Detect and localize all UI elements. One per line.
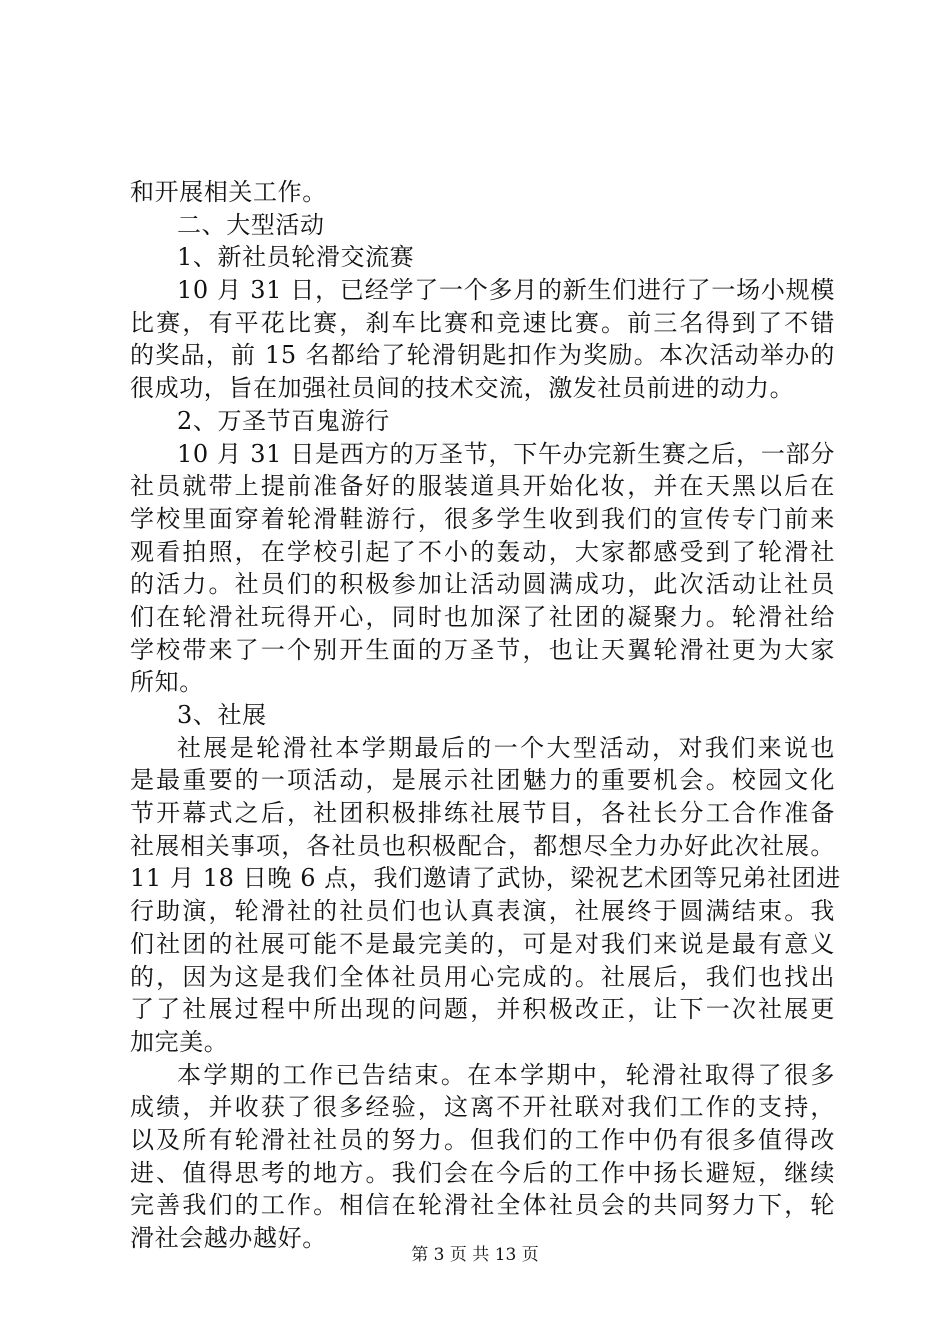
subsection-heading: 1、新社员轮滑交流赛	[177, 243, 415, 272]
paragraph-line: 加完美。	[130, 1027, 229, 1056]
paragraph-line: 观看拍照，在学校引起了不小的轰动，大家都感受到了轮滑社	[130, 537, 835, 566]
paragraph-line: 10 月 31 日是西方的万圣节，下午办完新生赛之后，一部分	[177, 439, 835, 468]
paragraph-line: 的活力。社员们的积极参加让活动圆满成功，此次活动让社员	[130, 570, 835, 599]
paragraph-line: 成绩，并收获了很多经验，这离不开社联对我们工作的支持，	[130, 1093, 835, 1122]
paragraph-line: 学校里面穿着轮滑鞋游行，很多学生收到我们的宣传专门前来	[130, 504, 835, 533]
paragraph-line: 学校带来了一个别开生面的万圣节，也让天翼轮滑社更为大家	[130, 635, 835, 664]
paragraph-line: 们社团的社展可能不是最完美的，可是对我们来说是最有意义	[130, 929, 835, 958]
subsection-heading: 2、万圣节百鬼游行	[177, 406, 390, 435]
page-number-footer: 第 3 页 共 13 页	[411, 1245, 539, 1265]
paragraph-line: 社员就带上提前准备好的服装道具开始化妆，并在天黑以后在	[130, 472, 835, 501]
paragraph-line: 滑社会越办越好。	[130, 1224, 327, 1252]
section-heading: 二、大型活动	[177, 210, 325, 239]
paragraph-line: 的，因为这是我们全体社员用心完成的。社展后，我们也找出	[130, 962, 835, 991]
paragraph-line: 所知。	[130, 668, 204, 697]
paragraph-line: 很成功，旨在加强社员间的技术交流，激发社员前进的动力。	[130, 374, 795, 403]
document-body	[130, 176, 841, 1255]
paragraph-line: 10 月 31 日，已经学了一个多月的新生们进行了一场小规模	[177, 276, 835, 305]
paragraph-line: 行助演，轮滑社的社员们也认真表演，社展终于圆满结束。我	[130, 897, 835, 926]
paragraph-line: 社展相关事项，各社员也积极配合，都想尽全力办好此次社展。	[130, 831, 835, 860]
paragraph-line: 和开展相关工作。	[130, 178, 327, 206]
paragraph-line: 的奖品，前 15 名都给了轮滑钥匙扣作为奖励。本次活动举办的	[130, 341, 835, 370]
paragraph-line: 节开幕式之后，社团积极排练社展节目，各社长分工合作准备	[130, 799, 835, 828]
paragraph-line: 11 月 18 日晚 6 点，我们邀请了武协，梁祝艺术团等兄弟社团进	[130, 864, 841, 893]
paragraph-line: 是最重要的一项活动，是展示社团魅力的重要机会。校园文化	[130, 766, 835, 795]
paragraph-line: 们在轮滑社玩得开心，同时也加深了社团的凝聚力。轮滑社给	[130, 602, 835, 631]
subsection-heading: 3、社展	[177, 701, 267, 729]
paragraph-line: 本学期的工作已告结束。在本学期中，轮滑社取得了很多	[177, 1060, 835, 1089]
paragraph-line: 比赛，有平花比赛，刹车比赛和竞速比赛。前三名得到了不错	[130, 308, 835, 337]
paragraph-line: 进、值得思考的地方。我们会在今后的工作中扬长避短，继续	[130, 1158, 835, 1187]
paragraph-line: 以及所有轮滑社社员的努力。但我们的工作中仍有很多值得改	[130, 1125, 835, 1154]
paragraph-line: 社展是轮滑社本学期最后的一个大型活动，对我们来说也	[177, 733, 835, 762]
paragraph-line: 完善我们的工作。相信在轮滑社全体社员会的共同努力下，轮	[130, 1191, 835, 1220]
paragraph-line: 了了社展过程中所出现的问题，并积极改正，让下一次社展更	[130, 995, 835, 1024]
